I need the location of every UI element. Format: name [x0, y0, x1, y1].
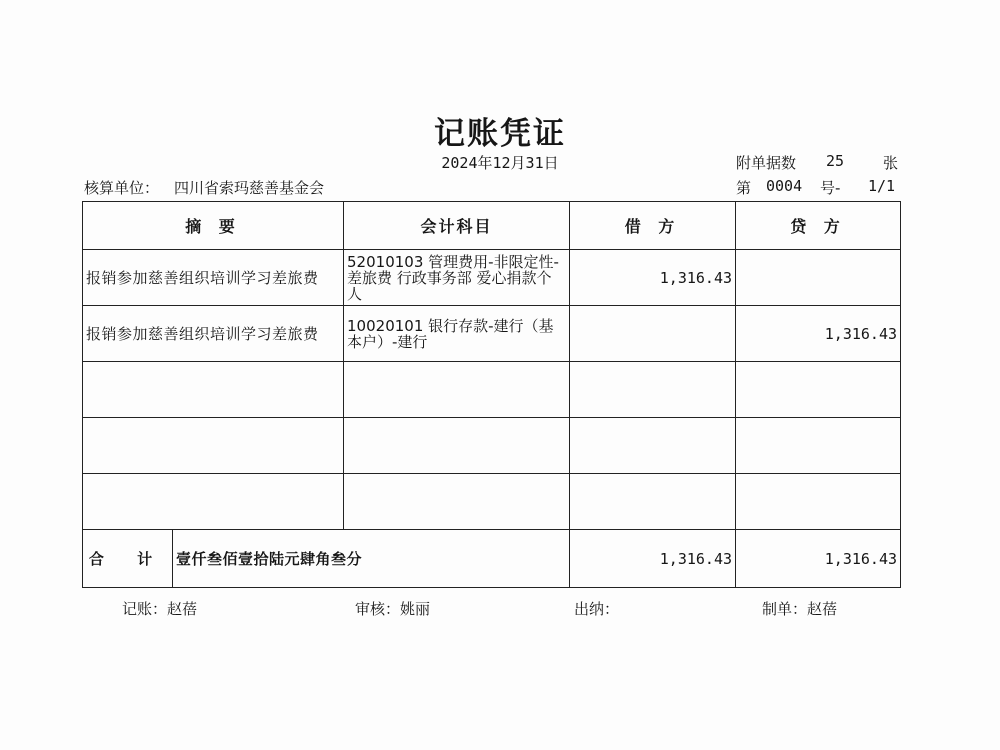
reviewer-signature — [355, 598, 430, 619]
entry-account — [344, 474, 570, 530]
voucher-no-suffix: 号- — [820, 179, 841, 197]
bookkeeper-signature — [122, 598, 197, 619]
preparer-signature — [762, 598, 837, 619]
total-credit: 1,316.43 — [736, 530, 901, 588]
voucher-no-prefix: 第 — [736, 179, 752, 197]
table-row — [83, 306, 901, 362]
total-debit: 1,316.43 — [570, 530, 736, 588]
entry-account — [344, 362, 570, 418]
entry-credit: 1,316.43 — [736, 306, 901, 362]
table-row — [83, 250, 901, 306]
voucher-page: 1/1 — [868, 177, 896, 195]
voucher-number: 0004 — [766, 177, 803, 195]
reviewer-name: 姚丽 — [400, 600, 431, 618]
cashier-signature — [574, 598, 619, 619]
entry-account: 52010103 管理费用-非限定性-差旅费 行政事务部 爱心捐款个人 — [344, 250, 570, 306]
table-row — [83, 362, 901, 418]
attachments-label: 附单据数 — [736, 154, 797, 172]
entry-debit: 1,316.43 — [570, 250, 736, 306]
total-label: 合 计 — [83, 530, 173, 588]
col-header-debit: 借 方 — [570, 202, 736, 250]
voucher-title: 记账凭证 — [434, 116, 566, 152]
bookkeeper-name: 赵蓓 — [167, 600, 198, 618]
entry-credit — [736, 250, 901, 306]
voucher-date: 2024年12月31日 — [441, 154, 559, 172]
voucher-table — [82, 201, 901, 588]
entry-account: 10020101 银行存款-建行（基本户）-建行 — [344, 306, 570, 362]
preparer-label: 制单： — [762, 600, 808, 618]
entry-summary: 报销参加慈善组织培训学习差旅费 — [83, 306, 344, 362]
entry-credit — [736, 362, 901, 418]
attachments-unit: 张 — [883, 154, 899, 172]
bookkeeper-label: 记账： — [122, 600, 168, 618]
col-header-summary: 摘 要 — [83, 202, 344, 250]
entry-debit — [570, 474, 736, 530]
col-header-account: 会计科目 — [344, 202, 570, 250]
attachments-count: 25 — [826, 152, 845, 170]
total-amount-words: 壹仟叁佰壹拾陆元肆角叁分 — [173, 530, 570, 588]
cashier-label: 出纳： — [574, 600, 620, 618]
entry-debit — [570, 418, 736, 474]
reviewer-label: 审核： — [355, 600, 401, 618]
col-header-credit: 贷 方 — [736, 202, 901, 250]
entry-debit — [570, 306, 736, 362]
entry-credit — [736, 418, 901, 474]
entry-summary — [83, 474, 344, 530]
table-row — [83, 418, 901, 474]
unit-label: 核算单位： — [84, 179, 160, 197]
entry-summary — [83, 418, 344, 474]
table-header-row — [83, 202, 901, 250]
entry-credit — [736, 474, 901, 530]
entry-summary: 报销参加慈善组织培训学习差旅费 — [83, 250, 344, 306]
table-row — [83, 474, 901, 530]
entry-account — [344, 418, 570, 474]
total-row — [83, 530, 901, 588]
preparer-name: 赵蓓 — [807, 600, 838, 618]
entry-summary — [83, 362, 344, 418]
entry-debit — [570, 362, 736, 418]
unit-name: 四川省索玛慈善基金会 — [174, 179, 325, 197]
